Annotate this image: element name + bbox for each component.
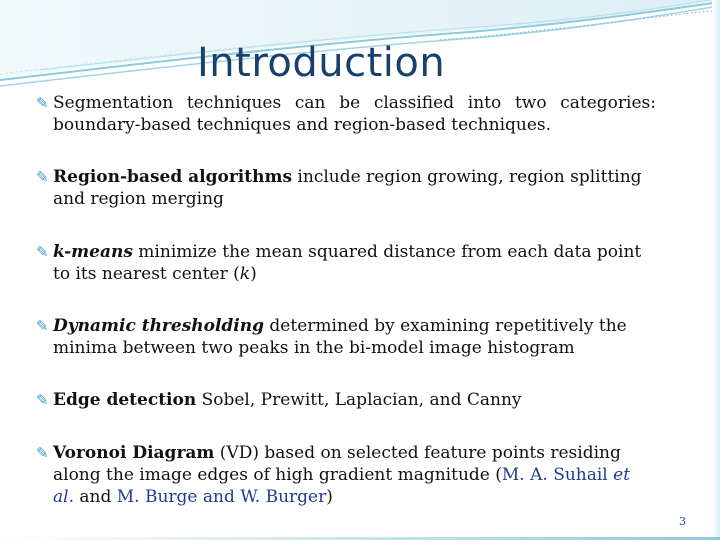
bullet-voronoi	[36, 442, 656, 508]
bullet-term: k-means	[53, 242, 133, 262]
bullet-text: include region growing, region splitting and region merging	[53, 167, 642, 209]
leaf-bullet-icon: ✎	[36, 444, 49, 462]
citation-suhail[interactable]: M. A. Suhail	[501, 465, 608, 485]
bullet-term: Voronoi Diagram	[53, 443, 215, 463]
slide-title: Introduction	[197, 40, 446, 86]
leaf-bullet-icon: ✎	[36, 243, 49, 261]
bullet-segmentation	[36, 92, 656, 136]
bullet-tail: )	[326, 487, 333, 507]
bullet-and: and	[73, 487, 117, 507]
bullet-text: (VD) based on selected feature points residing along the image edges of high gradient magnitude (	[53, 443, 621, 485]
bullet-term: Region-based algorithms	[53, 167, 293, 187]
bullet-text: Segmentation techniques can be classified into two categories: boundary-based techniques and region-based techniques.	[53, 93, 656, 135]
leaf-bullet-icon: ✎	[36, 94, 49, 112]
bullet-term: Dynamic thresholding	[53, 316, 265, 336]
bullet-tail: )	[250, 264, 257, 284]
bullet-term: Edge detection	[53, 390, 197, 410]
page-number: 3	[679, 515, 686, 528]
citation-burge[interactable]: M. Burge and W. Burger	[116, 487, 327, 507]
bullet-dynamic-thresholding	[36, 315, 656, 359]
bullet-text: determined by examining repetitively the minima between two peaks in the bi-model image histogram	[53, 316, 627, 358]
citation-et-al[interactable]: et al.	[53, 465, 631, 507]
decorative-right-edge	[712, 0, 720, 540]
bullet-edge-detection	[36, 389, 656, 411]
leaf-bullet-icon: ✎	[36, 168, 49, 186]
bullet-region-based	[36, 166, 656, 210]
bullet-text: minimize the mean squared distance from each data point to its nearest center (	[53, 242, 642, 284]
leaf-bullet-icon: ✎	[36, 391, 49, 409]
bullet-kmeans	[36, 241, 656, 285]
leaf-bullet-icon: ✎	[36, 317, 49, 335]
bullet-text: Sobel, Prewitt, Laplacian, and Canny	[196, 390, 522, 410]
variable-k: k	[239, 264, 251, 284]
